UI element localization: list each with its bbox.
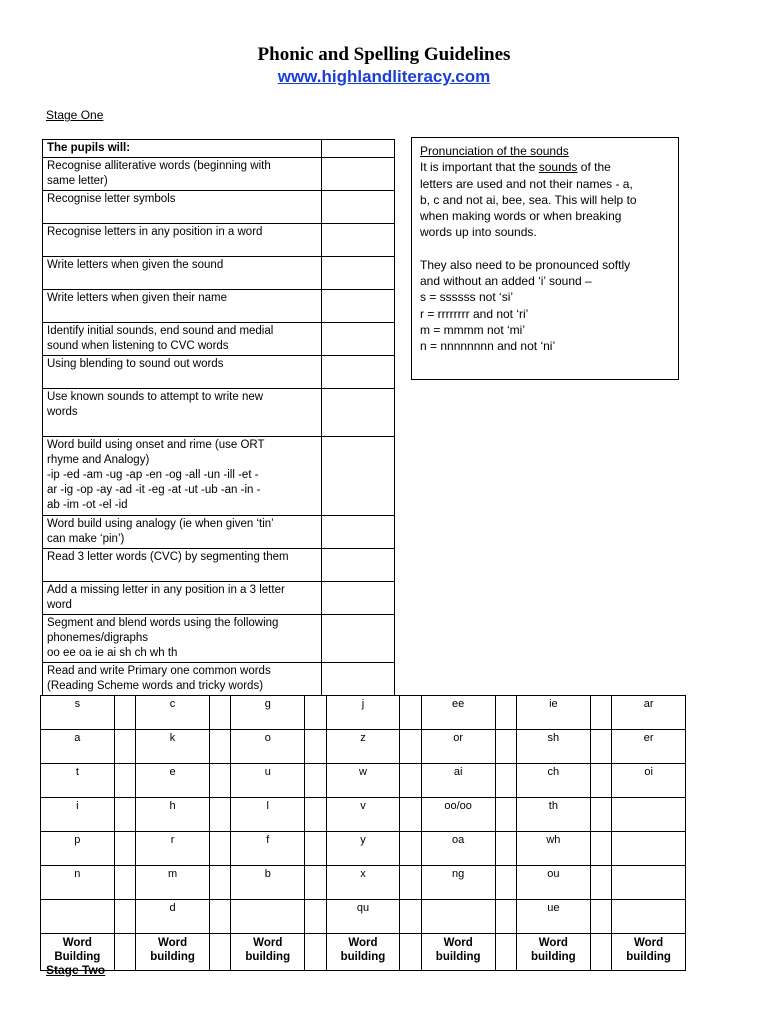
word-building-label: Word: [538, 937, 568, 949]
pupils-row: [43, 437, 395, 516]
letter-check-cell[interactable]: [400, 696, 422, 730]
pupils-row: [43, 663, 395, 696]
word-building-row: [41, 934, 686, 971]
word-building-label: building: [531, 951, 576, 963]
letter-check-cell[interactable]: [209, 866, 231, 900]
pronunciation-title: Pronunciation of the sounds: [420, 144, 569, 158]
word-building-cell: [517, 934, 591, 971]
pronunciation-text: when making words or when breaking: [420, 209, 622, 224]
word-building-cell: [326, 934, 400, 971]
letter-sound-cell: h: [136, 798, 210, 832]
letter-sound-cell: sh: [517, 730, 591, 764]
objective-line: Write letters when given their name: [47, 292, 228, 304]
pupils-row: [43, 290, 395, 323]
letter-check-cell[interactable]: [305, 764, 327, 798]
pupils-check-cell[interactable]: [322, 516, 395, 549]
letter-sound-cell: [41, 900, 115, 934]
letter-check-cell[interactable]: [590, 798, 612, 832]
word-building-label: building: [245, 951, 291, 963]
word-building-label: Building: [54, 951, 101, 963]
objective-line: oo ee oa ie ai sh ch wh th: [47, 647, 178, 659]
letters-row: [41, 832, 686, 866]
letter-sound-cell: ch: [517, 764, 591, 798]
letters-row: [41, 798, 686, 832]
letter-sound-cell: g: [231, 696, 305, 730]
letter-check-cell[interactable]: [305, 730, 327, 764]
pronunciation-line: n = nnnnnnnn and not ‘ni’: [420, 339, 556, 354]
objective-line: phonemes/digraphs: [47, 632, 149, 644]
letter-check-cell[interactable]: [400, 900, 422, 934]
letter-sound-cell: y: [326, 832, 400, 866]
word-building-cell: [612, 934, 686, 971]
letter-check-cell[interactable]: [590, 764, 612, 798]
letter-sound-cell: or: [421, 730, 495, 764]
pronunciation-text: It is important that the: [420, 160, 539, 175]
letter-sound-cell: er: [612, 730, 686, 764]
letter-check-cell[interactable]: [400, 866, 422, 900]
letter-check-cell[interactable]: [400, 798, 422, 832]
pupils-objective: [43, 549, 322, 582]
word-building-label: Word: [634, 937, 664, 949]
letter-sound-cell: th: [517, 798, 591, 832]
pupils-objective: [43, 356, 322, 389]
pronunciation-line: s = ssssss not ‘si’: [420, 290, 514, 305]
word-building-label: Word: [62, 937, 92, 949]
stage-one-heading: Stage One: [46, 108, 104, 122]
letter-check-cell[interactable]: [114, 730, 136, 764]
pronunciation-box: [411, 137, 679, 380]
letter-sound-cell: qu: [326, 900, 400, 934]
pupils-check-cell[interactable]: [322, 663, 395, 696]
letter-check-cell[interactable]: [495, 832, 517, 866]
word-building-label: Word: [157, 937, 188, 949]
pronunciation-line: They also need to be pronounced softly: [420, 257, 631, 272]
pupils-row: [43, 615, 395, 663]
pupils-objective: [43, 191, 322, 224]
pupils-row: [43, 516, 395, 549]
letter-sound-cell: l: [231, 798, 305, 832]
letters-row: [41, 900, 686, 934]
letter-sound-cell: oa: [421, 832, 495, 866]
word-building-cell: [421, 934, 495, 971]
letter-sounds-table: [40, 695, 686, 971]
word-building-check-cell[interactable]: [400, 934, 422, 971]
letter-check-cell[interactable]: [305, 866, 327, 900]
page-title: Phonic and Spelling Guidelines: [257, 44, 511, 65]
letter-sound-cell: ue: [517, 900, 591, 934]
letter-sound-cell: o: [231, 730, 305, 764]
letter-sound-cell: p: [41, 832, 115, 866]
pupils-header-row: [43, 140, 395, 158]
objective-line: Using blending to sound out words: [47, 358, 224, 370]
word-building-label: Word: [253, 937, 283, 949]
letter-check-cell[interactable]: [495, 696, 517, 730]
objective-line: words: [47, 406, 78, 418]
letter-sound-cell: [612, 832, 686, 866]
objective-line: Read 3 letter words (CVC) by segmenting them: [47, 551, 289, 563]
letter-sound-cell: m: [136, 866, 210, 900]
letter-sound-cell: c: [136, 696, 210, 730]
pupils-objective: [43, 437, 322, 516]
pupils-row: [43, 257, 395, 290]
letter-check-cell[interactable]: [209, 764, 231, 798]
letter-check-cell[interactable]: [495, 866, 517, 900]
letter-check-cell[interactable]: [590, 866, 612, 900]
pupils-header-check-cell: [322, 140, 395, 158]
objective-line: Write letters when given the sound: [47, 259, 224, 271]
pronunciation-text: sounds: [538, 160, 578, 175]
letter-sound-cell: r: [136, 832, 210, 866]
objective-line: Word build using analogy (ie when given ‘tin’: [47, 518, 274, 530]
letter-check-cell[interactable]: [495, 900, 517, 934]
pronunciation-line: [420, 159, 670, 175]
objective-line: Add a missing letter in any position in a 3 letter: [47, 584, 285, 596]
letter-sound-cell: [231, 900, 305, 934]
letter-check-cell[interactable]: [114, 866, 136, 900]
letters-row: [41, 696, 686, 730]
pronunciation-line: r = rrrrrrrr and not ‘ri’: [420, 306, 529, 321]
pupils-objective: [43, 582, 322, 615]
objective-line: Recognise alliterative words (beginning with: [47, 160, 271, 172]
letter-check-cell[interactable]: [114, 696, 136, 730]
pronunciation-line: [420, 224, 670, 240]
letter-sound-cell: u: [231, 764, 305, 798]
pupils-objective: [43, 615, 322, 663]
pupils-check-cell[interactable]: [322, 224, 395, 257]
objective-line: ar -ig -op -ay -ad -it -eg -at -ut -ub -an -in -: [47, 484, 261, 496]
letter-sound-cell: a: [41, 730, 115, 764]
pupils-check-cell[interactable]: [322, 389, 395, 437]
pronunciation-text: of the: [577, 160, 611, 175]
objective-line: Word build using onset and rime (use ORT: [47, 439, 265, 451]
letter-check-cell[interactable]: [590, 900, 612, 934]
pupils-row: [43, 389, 395, 437]
letter-check-cell[interactable]: [114, 900, 136, 934]
pronunciation-text: b, c and not ai, bee, sea. This will help to: [420, 192, 637, 207]
letter-sound-cell: n: [41, 866, 115, 900]
pronunciation-paragraph-2: [420, 257, 670, 355]
letter-check-cell[interactable]: [114, 798, 136, 832]
pupils-check-cell[interactable]: [322, 615, 395, 663]
letter-sound-cell: t: [41, 764, 115, 798]
letter-check-cell[interactable]: [495, 730, 517, 764]
letter-check-cell[interactable]: [400, 764, 422, 798]
word-building-label: building: [340, 951, 386, 963]
letter-check-cell[interactable]: [114, 764, 136, 798]
letter-sound-cell: z: [326, 730, 400, 764]
pronunciation-text: letters are used and not their names - a,: [420, 176, 633, 191]
pupils-row: [43, 549, 395, 582]
pupils-row: [43, 356, 395, 389]
letter-sound-cell: e: [136, 764, 210, 798]
letter-check-cell[interactable]: [114, 832, 136, 866]
pupils-row: [43, 191, 395, 224]
objective-line: rhyme and Analogy): [47, 454, 150, 466]
pupils-header: The pupils will:: [43, 140, 322, 158]
pupils-row: [43, 224, 395, 257]
pupils-check-cell[interactable]: [322, 582, 395, 615]
word-building-cell: [231, 934, 305, 971]
pronunciation-text: words up into sounds.: [420, 225, 537, 240]
pronunciation-line: and without an added ‘i’ sound –: [420, 274, 592, 289]
objective-line: Recognise letters in any position in a word: [47, 226, 263, 238]
objective-line: Segment and blend words using the following: [47, 617, 279, 629]
letter-sound-cell: [421, 900, 495, 934]
letter-check-cell[interactable]: [400, 832, 422, 866]
objective-line: -ip -ed -am -ug -ap -en -og -all -un -ill -et -: [47, 469, 259, 481]
pupils-objective: [43, 224, 322, 257]
pupils-will-table: [42, 139, 395, 696]
pupils-objective: [43, 158, 322, 191]
website-link[interactable]: www.highlandliteracy.com: [277, 67, 491, 86]
letter-sound-cell: ai: [421, 764, 495, 798]
letter-sound-cell: ar: [612, 696, 686, 730]
word-building-check-cell[interactable]: [305, 934, 327, 971]
word-building-check-cell[interactable]: [209, 934, 231, 971]
word-building-cell: [136, 934, 210, 971]
pupils-objective: [43, 516, 322, 549]
letter-check-cell[interactable]: [209, 832, 231, 866]
letter-check-cell[interactable]: [305, 832, 327, 866]
word-building-check-cell[interactable]: [114, 934, 136, 971]
letter-sound-cell: b: [231, 866, 305, 900]
word-building-label: Word: [348, 937, 378, 949]
letter-sound-cell: k: [136, 730, 210, 764]
letter-check-cell[interactable]: [209, 730, 231, 764]
letter-check-cell[interactable]: [305, 798, 327, 832]
letter-sound-cell: wh: [517, 832, 591, 866]
pupils-objective: [43, 323, 322, 356]
letter-sound-cell: [612, 866, 686, 900]
pupils-objective: [43, 389, 322, 437]
objective-line: ab -im -ot -el -id: [47, 499, 128, 511]
objective-line: Recognise letter symbols: [47, 193, 176, 205]
letter-sound-cell: s: [41, 696, 115, 730]
pupils-row: [43, 158, 395, 191]
objective-line: Identify initial sounds, end sound and medial: [47, 325, 274, 337]
letter-sound-cell: oo/oo: [421, 798, 495, 832]
pupils-objective: [43, 257, 322, 290]
pupils-objective: [43, 663, 322, 696]
objective-line: word: [47, 599, 72, 611]
letter-check-cell[interactable]: [209, 900, 231, 934]
pupils-check-cell[interactable]: [322, 356, 395, 389]
letter-check-cell[interactable]: [209, 696, 231, 730]
letter-sound-cell: d: [136, 900, 210, 934]
letters-row: [41, 866, 686, 900]
pronunciation-line: [420, 192, 670, 208]
pronunciation-line: m = mmmm not ‘mi’: [420, 322, 525, 337]
letter-sound-cell: x: [326, 866, 400, 900]
word-building-label: building: [435, 951, 481, 963]
pupils-objective: [43, 290, 322, 323]
letters-row: [41, 730, 686, 764]
letter-check-cell[interactable]: [495, 764, 517, 798]
objective-line: same letter): [47, 175, 108, 187]
word-building-label: building: [150, 951, 195, 963]
pupils-check-cell[interactable]: [322, 191, 395, 224]
pupils-check-cell[interactable]: [322, 323, 395, 356]
word-building-check-cell[interactable]: [495, 934, 517, 971]
letter-check-cell[interactable]: [590, 730, 612, 764]
objective-line: Use known sounds to attempt to write new: [47, 391, 264, 403]
letter-check-cell[interactable]: [590, 832, 612, 866]
letter-sound-cell: ie: [517, 696, 591, 730]
pupils-check-cell[interactable]: [322, 290, 395, 323]
letter-sound-cell: j: [326, 696, 400, 730]
letter-sound-cell: ng: [421, 866, 495, 900]
word-building-label: building: [626, 951, 671, 963]
pupils-check-cell[interactable]: [322, 437, 395, 516]
pronunciation-paragraph-1: [420, 159, 670, 240]
letter-sound-cell: i: [41, 798, 115, 832]
objective-line: (Reading Scheme words and tricky words): [47, 680, 264, 692]
letter-sound-cell: oi: [612, 764, 686, 798]
pronunciation-line: [420, 208, 670, 224]
letter-sound-cell: f: [231, 832, 305, 866]
pupils-check-cell[interactable]: [322, 549, 395, 582]
letter-sound-cell: w: [326, 764, 400, 798]
letter-sound-cell: ee: [421, 696, 495, 730]
letter-check-cell[interactable]: [209, 798, 231, 832]
objective-line: can make ‘pin’): [47, 533, 125, 545]
letter-sound-cell: ou: [517, 866, 591, 900]
letter-sound-cell: [612, 900, 686, 934]
pupils-row: [43, 323, 395, 356]
objective-line: Read and write Primary one common words: [47, 665, 271, 677]
objective-line: sound when listening to CVC words: [47, 340, 229, 352]
letter-check-cell[interactable]: [495, 798, 517, 832]
letter-check-cell[interactable]: [400, 730, 422, 764]
stage-two-heading: Stage Two: [46, 963, 106, 977]
letter-check-cell[interactable]: [305, 696, 327, 730]
pupils-row: [43, 582, 395, 615]
pupils-check-cell[interactable]: [322, 257, 395, 290]
letter-sound-cell: v: [326, 798, 400, 832]
letter-sound-cell: [612, 798, 686, 832]
word-building-check-cell[interactable]: [590, 934, 612, 971]
letter-check-cell[interactable]: [590, 696, 612, 730]
word-building-label: Word: [443, 937, 473, 949]
pronunciation-line: [420, 176, 670, 192]
letters-row: [41, 764, 686, 798]
letter-check-cell[interactable]: [305, 900, 327, 934]
pupils-check-cell[interactable]: [322, 158, 395, 191]
